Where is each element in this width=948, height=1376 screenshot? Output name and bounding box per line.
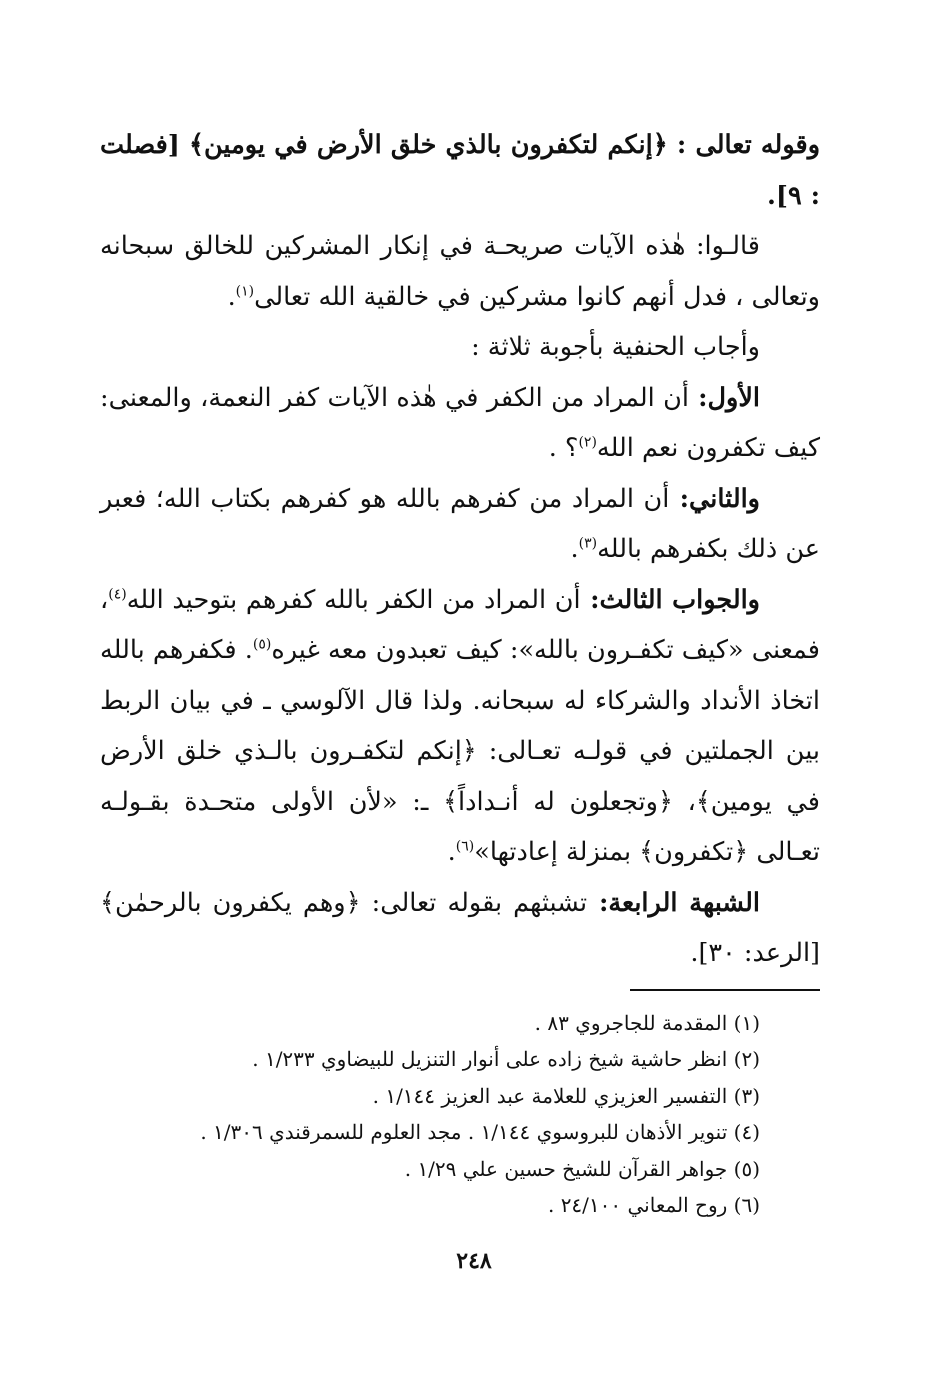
paragraph-tail: .: [447, 837, 456, 867]
paragraph-verse: [100, 120, 820, 221]
footnote-ref: (٥): [252, 636, 272, 653]
footnote-separator: [630, 989, 820, 991]
footnote-6: (٦) روح المعاني ٢٤/١٠٠ .: [547, 1193, 760, 1217]
paragraph-lead: الأول:: [688, 382, 761, 413]
paragraph-tail: . فكفرهم بالله اتخاذ الأنداد والشركاء له سبحانه. ولذا قال الآلوسي ـ في بيان الربط بين الجملتين في قولـه تعـالى: ﴿إنكم لتكفـرون بالـذي خلق الأرض في يومين﴾، ﴿وتجعلون له أنـداداً﴾ ـ: «لأن الأولى متحـدة بقـولـه تعـالى ﴿تكفرون﴾ بمنزلة إعادتها»: [100, 635, 820, 867]
paragraph-lead: الشبهة الرابعة:: [587, 887, 760, 918]
paragraph-tail: .: [570, 534, 579, 564]
paragraph-fourth-doubt: [100, 878, 820, 979]
footnote-4: (٤) تنوير الأذهان للبروسوي ١/١٤٤ . مجد العلوم للسمرقندي ١/٣٠٦ .: [200, 1120, 760, 1144]
footnote-5: (٥) جواهر القرآن للشيخ حسين علي ١/٢٩ .: [404, 1156, 760, 1181]
footnote-2: (٢) انظر حاشية شيخ زاده على أنوار التنزيل للبيضاوي ١/٢٣٣ .: [252, 1047, 760, 1071]
paragraph-claim: [100, 221, 820, 322]
paragraph-tail: ، فمعنى «كيف تكفـرون بالله»: كيف تعبدون معه غيره: [100, 584, 820, 665]
paragraph-text: تشبثهم بقوله تعالى: ﴿وهم يكفرون بالرحمٰن﴾ [الرعد: ٣٠].: [100, 887, 820, 968]
footnote-3: (٣) التفسير العزيزي للعلامة عبد العزيز ١/١٤٤ .: [372, 1083, 760, 1108]
paragraph-text: ﴿إنكم لتكفرون بالذي خلق الأرض في يومين﴾ [فصلت : ٩].: [100, 130, 820, 211]
footnote-1: (١) المقدمة للجاجروي ٨٣ .: [534, 1010, 760, 1035]
paragraph-text: هٰذه الآيات صريحـة في إنكار المشركين للخالق سبحانه وتعالى ، فدل أنهم كانوا مشركين في خالقية الله تعالى: [100, 231, 820, 312]
footnote-ref: (٤): [108, 586, 127, 602]
paragraph-lead: وقوله تعالى :: [667, 130, 821, 160]
footnote-ref: (١): [235, 283, 255, 299]
paragraph-lead: والثاني:: [669, 483, 760, 514]
footnote-separator-wrap: [100, 989, 820, 991]
paragraph-tail: ؟ .: [548, 433, 579, 463]
paragraph-lead: والجواب الثالث:: [580, 584, 760, 615]
paragraph-text: وأجاب الحنفية بأجوبة ثلاثة :: [471, 332, 760, 362]
footnote-ref: (٦): [455, 838, 475, 855]
paragraph-first-answer: [100, 373, 820, 474]
footnote-ref: (٣): [578, 535, 598, 552]
paragraph-tail: .: [227, 281, 236, 312]
paragraph-answers-intro: [100, 322, 820, 373]
page-number: ٢٤٨: [456, 1248, 492, 1274]
footnotes: [100, 1005, 820, 1224]
paragraph-lead: قالـوا:: [685, 231, 760, 261]
footnote-ref: (٢): [578, 434, 597, 451]
paragraph-text: أن المراد من الكفر بالله كفرهم بتوحيد الله: [126, 584, 581, 615]
paragraph-second-answer: [100, 474, 820, 575]
paragraph-text: أن المراد من الكفر في هٰذه الآيات كفر النعمة، والمعنى: كيف تكفرون نعم الله: [100, 382, 820, 463]
paragraph-text: أن المراد من كفرهم بالله هو كفرهم بكتاب الله؛ فعبر عن ذلك بكفرهم بالله: [100, 483, 820, 564]
paragraph-third-answer: [100, 575, 820, 878]
main-text: [100, 120, 820, 979]
